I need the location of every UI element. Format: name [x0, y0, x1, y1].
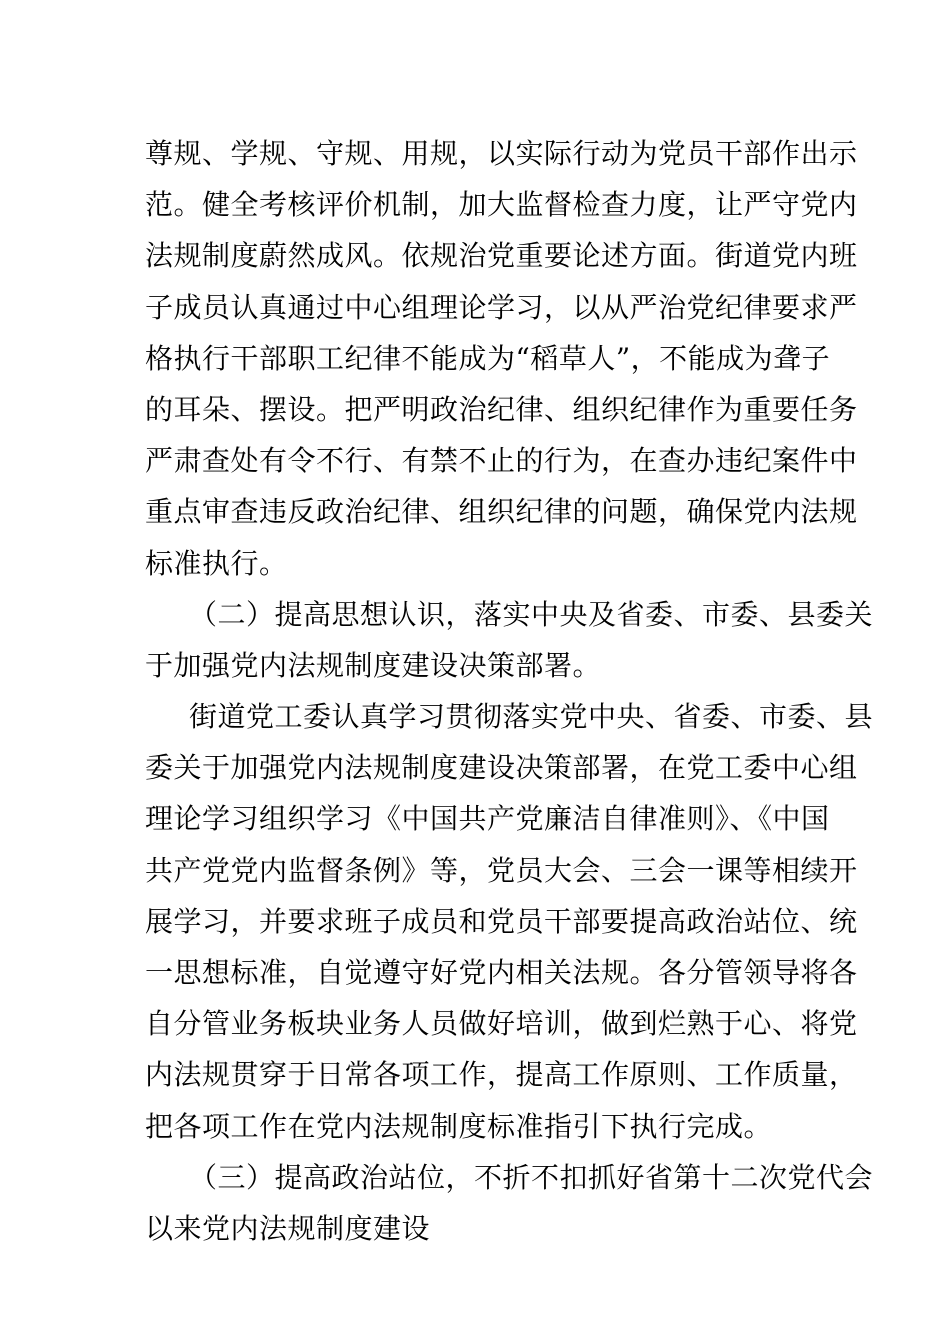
- paragraph-start: 街道党工委认真学习贯彻落实党中央、省委、市委、县: [189, 700, 874, 734]
- text-line: 内法规贯穿于日常各项工作，提高工作原则、工作质量，: [145, 1058, 858, 1092]
- text-line: 理论学习组织学习《中国共产党廉洁自律准则》、《中国: [145, 802, 830, 836]
- text-line: 展学习，并要求班子成员和党员干部要提高政治站位、统: [145, 904, 858, 938]
- body-text: [145, 128, 874, 1254]
- text-line: 范。健全考核评价机制，加大监督检查力度，让严守党内: [145, 188, 858, 222]
- text-line: 格执行干部职工纪律不能成为“稻草人”，不能成为聋子: [145, 341, 831, 375]
- text-line: 委关于加强党内法规制度建设决策部署，在党工委中心组: [145, 751, 858, 785]
- text-line: 尊规、学规、守规、用规，以实际行动为党员干部作出示: [145, 137, 858, 170]
- section-heading-3: （三）提高政治站位，不折不扣抓好省第十二次党代会: [189, 1160, 874, 1194]
- text-line: 重点审查违反政治纪律、组织纪律的问题，确保党内法规: [145, 495, 858, 529]
- text-line: 自分管业务板块业务人员做好培训，做到烂熟于心、将党: [145, 1007, 858, 1041]
- section-heading-3-cont: 以来党内法规制度建设: [145, 1211, 431, 1245]
- text-line: 严肃查处有令不行、有禁不止的行为，在查办违纪案件中: [145, 444, 858, 478]
- section-heading-2: （二）提高思想认识，落实中央及省委、市委、县委关: [189, 597, 874, 631]
- text-line: 法规制度蔚然成风。依规治党重要论述方面。街道党内班: [145, 239, 858, 273]
- section-heading-2-cont: 于加强党内法规制度建设决策部署。: [145, 648, 602, 682]
- text-line: 把各项工作在党内法规制度标准指引下执行完成。: [145, 1109, 773, 1143]
- text-line: 标准执行。: [145, 546, 288, 580]
- text-line: 的耳朵、摆设。把严明政治纪律、组织纪律作为重要任务: [145, 392, 858, 426]
- text-line: 子成员认真通过中心组理论学习，以从严治党纪律要求严: [145, 290, 858, 324]
- text-line: 共产党党内监督条例》等，党员大会、三会一课等相续开: [145, 853, 858, 887]
- text-line: 一思想标准，自觉遵守好党内相关法规。各分管领导将各: [145, 956, 858, 989]
